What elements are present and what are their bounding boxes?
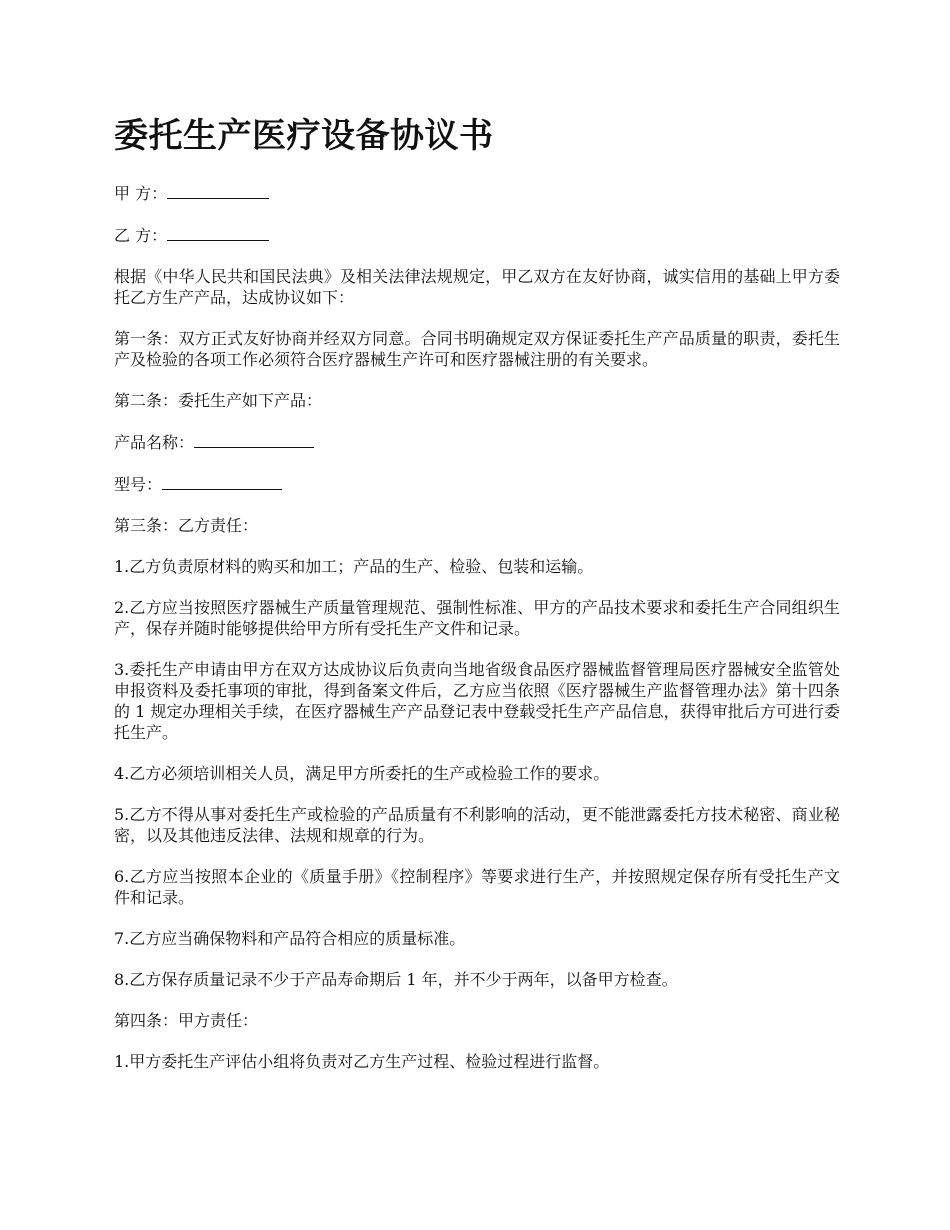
document-page: [114, 112, 840, 1092]
product-name-line: [114, 431, 840, 453]
article-1: 第一条：双方正式友好协商并经双方同意。合同书明确规定双方保证委托生产产品质量的职责，委托生产及检验的各项工作必须符合医疗器械生产许可和医疗器械注册的有关要求。: [114, 329, 840, 369]
article-3-item: 3.委托生产申请由甲方在双方达成协议后负责向当地省级食品医疗器械监督管理局医疗器械安全监管处申报资料及委托事项的审批，得到备案文件后，乙方应当依照《医疗器械生产监督管理办法》第十四条的 1 规定办理相关手续，在医疗器械生产产品登记表中登载受托生产产品信息，获得审批后方可进行委托生产。: [114, 660, 840, 742]
article-3: 第三条：乙方责任：: [114, 516, 259, 535]
article-2: 第二条：委托生产如下产品：: [114, 391, 323, 410]
article-4: 第四条：甲方责任：: [114, 1011, 259, 1030]
intro-paragraph: 根据《中华人民共和国民法典》及相关法律法规规定，甲乙双方在友好协商，诚实信用的基础上甲方委托乙方生产产品，达成协议如下：: [114, 267, 840, 307]
party-b-blank: [167, 224, 269, 241]
model-line: [114, 473, 840, 495]
article-3-item: 5.乙方不得从事对委托生产或检验的产品质量有不利影响的活动，更不能泄露委托方技术秘密、商业秘密，以及其他违反法律、法规和规章的行为。: [114, 805, 840, 845]
party-b-line: [114, 224, 840, 246]
product-name-label: 产品名称：: [114, 433, 195, 452]
model-label: 型号：: [114, 475, 163, 494]
article-3-item: 4.乙方必须培训相关人员，满足甲方所委托的生产或检验工作的要求。: [114, 764, 610, 783]
article-3-item: 8.乙方保存质量记录不少于产品寿命期后 1 年，并不少于两年，以备甲方检查。: [114, 970, 678, 989]
party-a-line: [114, 182, 840, 204]
document-title: 委托生产医疗设备协议书: [114, 116, 494, 156]
article-3-item: 7.乙方应当确保物料和产品符合相应的质量标准。: [114, 929, 466, 948]
article-4-item: 1.甲方委托生产评估小组将负责对乙方生产过程、检验过程进行监督。: [114, 1052, 610, 1071]
article-3-item: 2.乙方应当按照医疗器械生产质量管理规范、强制性标准、甲方的产品技术要求和委托生产合同组织生产，保存并随时能够提供给甲方所有受托生产文件和记录。: [114, 598, 840, 638]
article-3-item: 1.乙方负责原材料的购买和加工；产品的生产、检验、包装和运输。: [114, 557, 594, 576]
party-b-label: 乙 方：: [114, 226, 168, 245]
article-3-item: 6.乙方应当按照本企业的《质量手册》《控制程序》等要求进行生产，并按照规定保存所有受托生产文件和记录。: [114, 867, 840, 907]
party-a-label: 甲 方：: [114, 184, 168, 203]
product-name-blank: [194, 431, 314, 448]
model-blank: [162, 473, 282, 490]
party-a-blank: [167, 182, 269, 199]
